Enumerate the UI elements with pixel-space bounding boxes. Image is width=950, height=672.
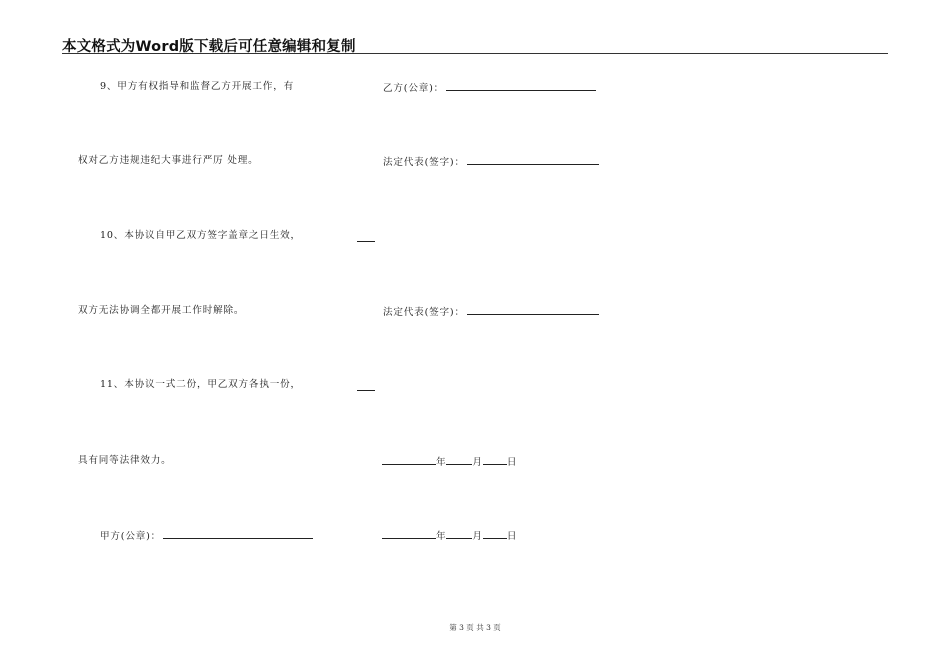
date-year-blank-1: [382, 455, 436, 465]
party-a-seal-row: [100, 529, 313, 543]
legal-rep-blank-2: [467, 305, 599, 315]
document-header-title: 本文格式为Word版下载后可任意编辑和复制: [62, 39, 356, 55]
date-month-blank-2: [446, 529, 472, 539]
legal-rep-blank-1: [467, 155, 599, 165]
clause-11-line-1: 11、本协议一式二份，甲乙双方各执一份，: [100, 379, 301, 390]
date-month-blank-1: [446, 455, 472, 465]
date-day-blank-1: [483, 455, 507, 465]
party-b-seal-row: [383, 81, 596, 95]
date-day-label-1: 日: [506, 457, 518, 468]
party-b-seal-label: 乙方(公章)：: [383, 83, 445, 94]
legal-rep-row-2: [383, 305, 599, 319]
date-row-2: [382, 529, 517, 543]
party-a-seal-label: 甲方(公章)：: [100, 531, 162, 542]
party-b-seal-blank: [446, 81, 596, 91]
legal-rep-label-2: 法定代表(签字)：: [383, 307, 465, 318]
date-month-label-2: 月: [472, 531, 483, 542]
date-year-label-2: 年: [436, 531, 447, 542]
page-number-footer: 第 3 页 共 3 页: [449, 623, 501, 632]
date-day-label-2: 日: [506, 531, 518, 542]
clause-10-line-1: 10、本协议自甲乙双方签字盖章之日生效，: [100, 230, 301, 241]
blank-line-short-2: [357, 390, 375, 391]
date-year-blank-2: [382, 529, 436, 539]
clause-10-line-2: 双方无法协调全都开展工作时解除。: [78, 305, 245, 316]
clause-9-line-1: 9、甲方有权指导和监督乙方开展工作，有: [100, 81, 294, 92]
date-year-label-1: 年: [436, 457, 447, 468]
date-day-blank-2: [483, 529, 507, 539]
clause-11-line-2: 具有同等法律效力。: [78, 455, 172, 466]
legal-rep-label-1: 法定代表(签字)：: [383, 157, 465, 168]
blank-line-short-1: [357, 241, 375, 242]
clause-9-line-2: 权对乙方违规违纪大事进行严厉 处理。: [78, 155, 259, 166]
date-month-label-1: 月: [472, 457, 483, 468]
party-a-seal-blank: [163, 529, 313, 539]
legal-rep-row-1: [383, 155, 599, 169]
date-row-1: [382, 455, 517, 469]
header-divider: [62, 53, 888, 54]
